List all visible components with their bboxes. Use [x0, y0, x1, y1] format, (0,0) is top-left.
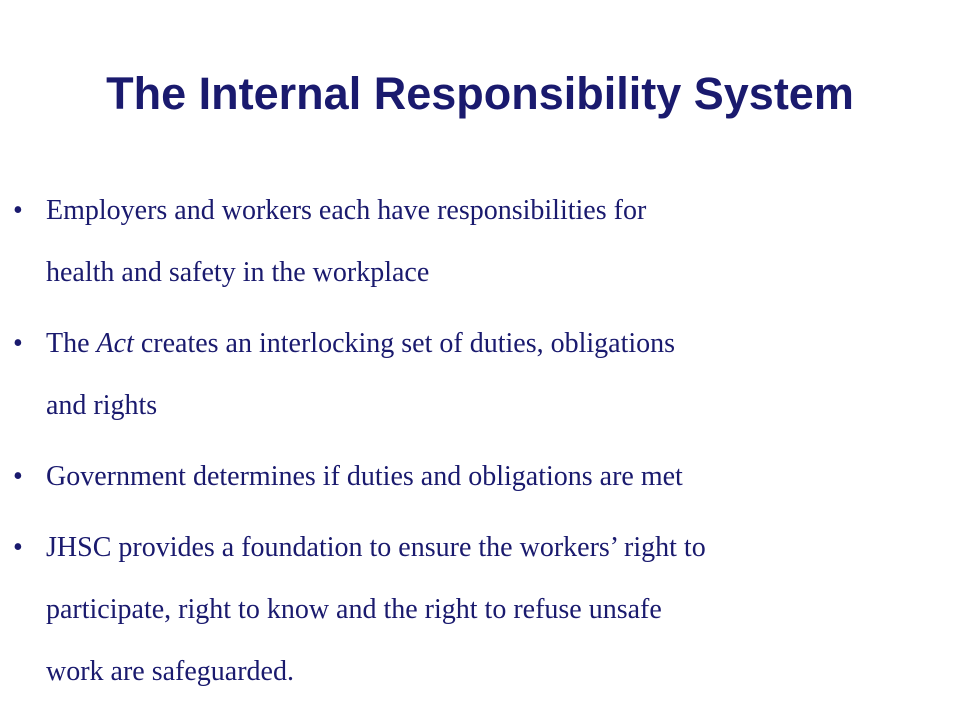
bullet-point-icon: • [13, 195, 23, 226]
act-italic-word: Act [96, 328, 134, 359]
bullet-item-jhsc [13, 517, 948, 703]
bullet-line: Employers and workers each have responsibilities for [46, 195, 647, 226]
bullet-line: Government determines if duties and obligations are met [46, 461, 683, 492]
bullet-text-segment: creates an interlocking set of duties, obligations [133, 328, 676, 359]
bullet-item-employers-workers [13, 180, 948, 304]
bullet-point-icon: • [13, 328, 23, 359]
bullet-point-icon: • [13, 532, 23, 563]
bullet-item-act [13, 313, 948, 437]
slide-title: The Internal Responsibility System [106, 68, 854, 119]
bullet-line: and rights [46, 390, 158, 421]
bullet-line [46, 313, 948, 375]
bullet-text-segment: The [46, 328, 97, 359]
bullet-line: participate, right to know and the right to refuse unsafe [46, 594, 662, 625]
bullet-line: JHSC provides a foundation to ensure the workers’ right to [46, 532, 706, 563]
bullet-line: health and safety in the workplace [46, 257, 430, 288]
bullet-point-icon: • [13, 461, 23, 492]
bullet-line: work are safeguarded. [46, 656, 294, 687]
bullet-item-government [13, 446, 948, 508]
